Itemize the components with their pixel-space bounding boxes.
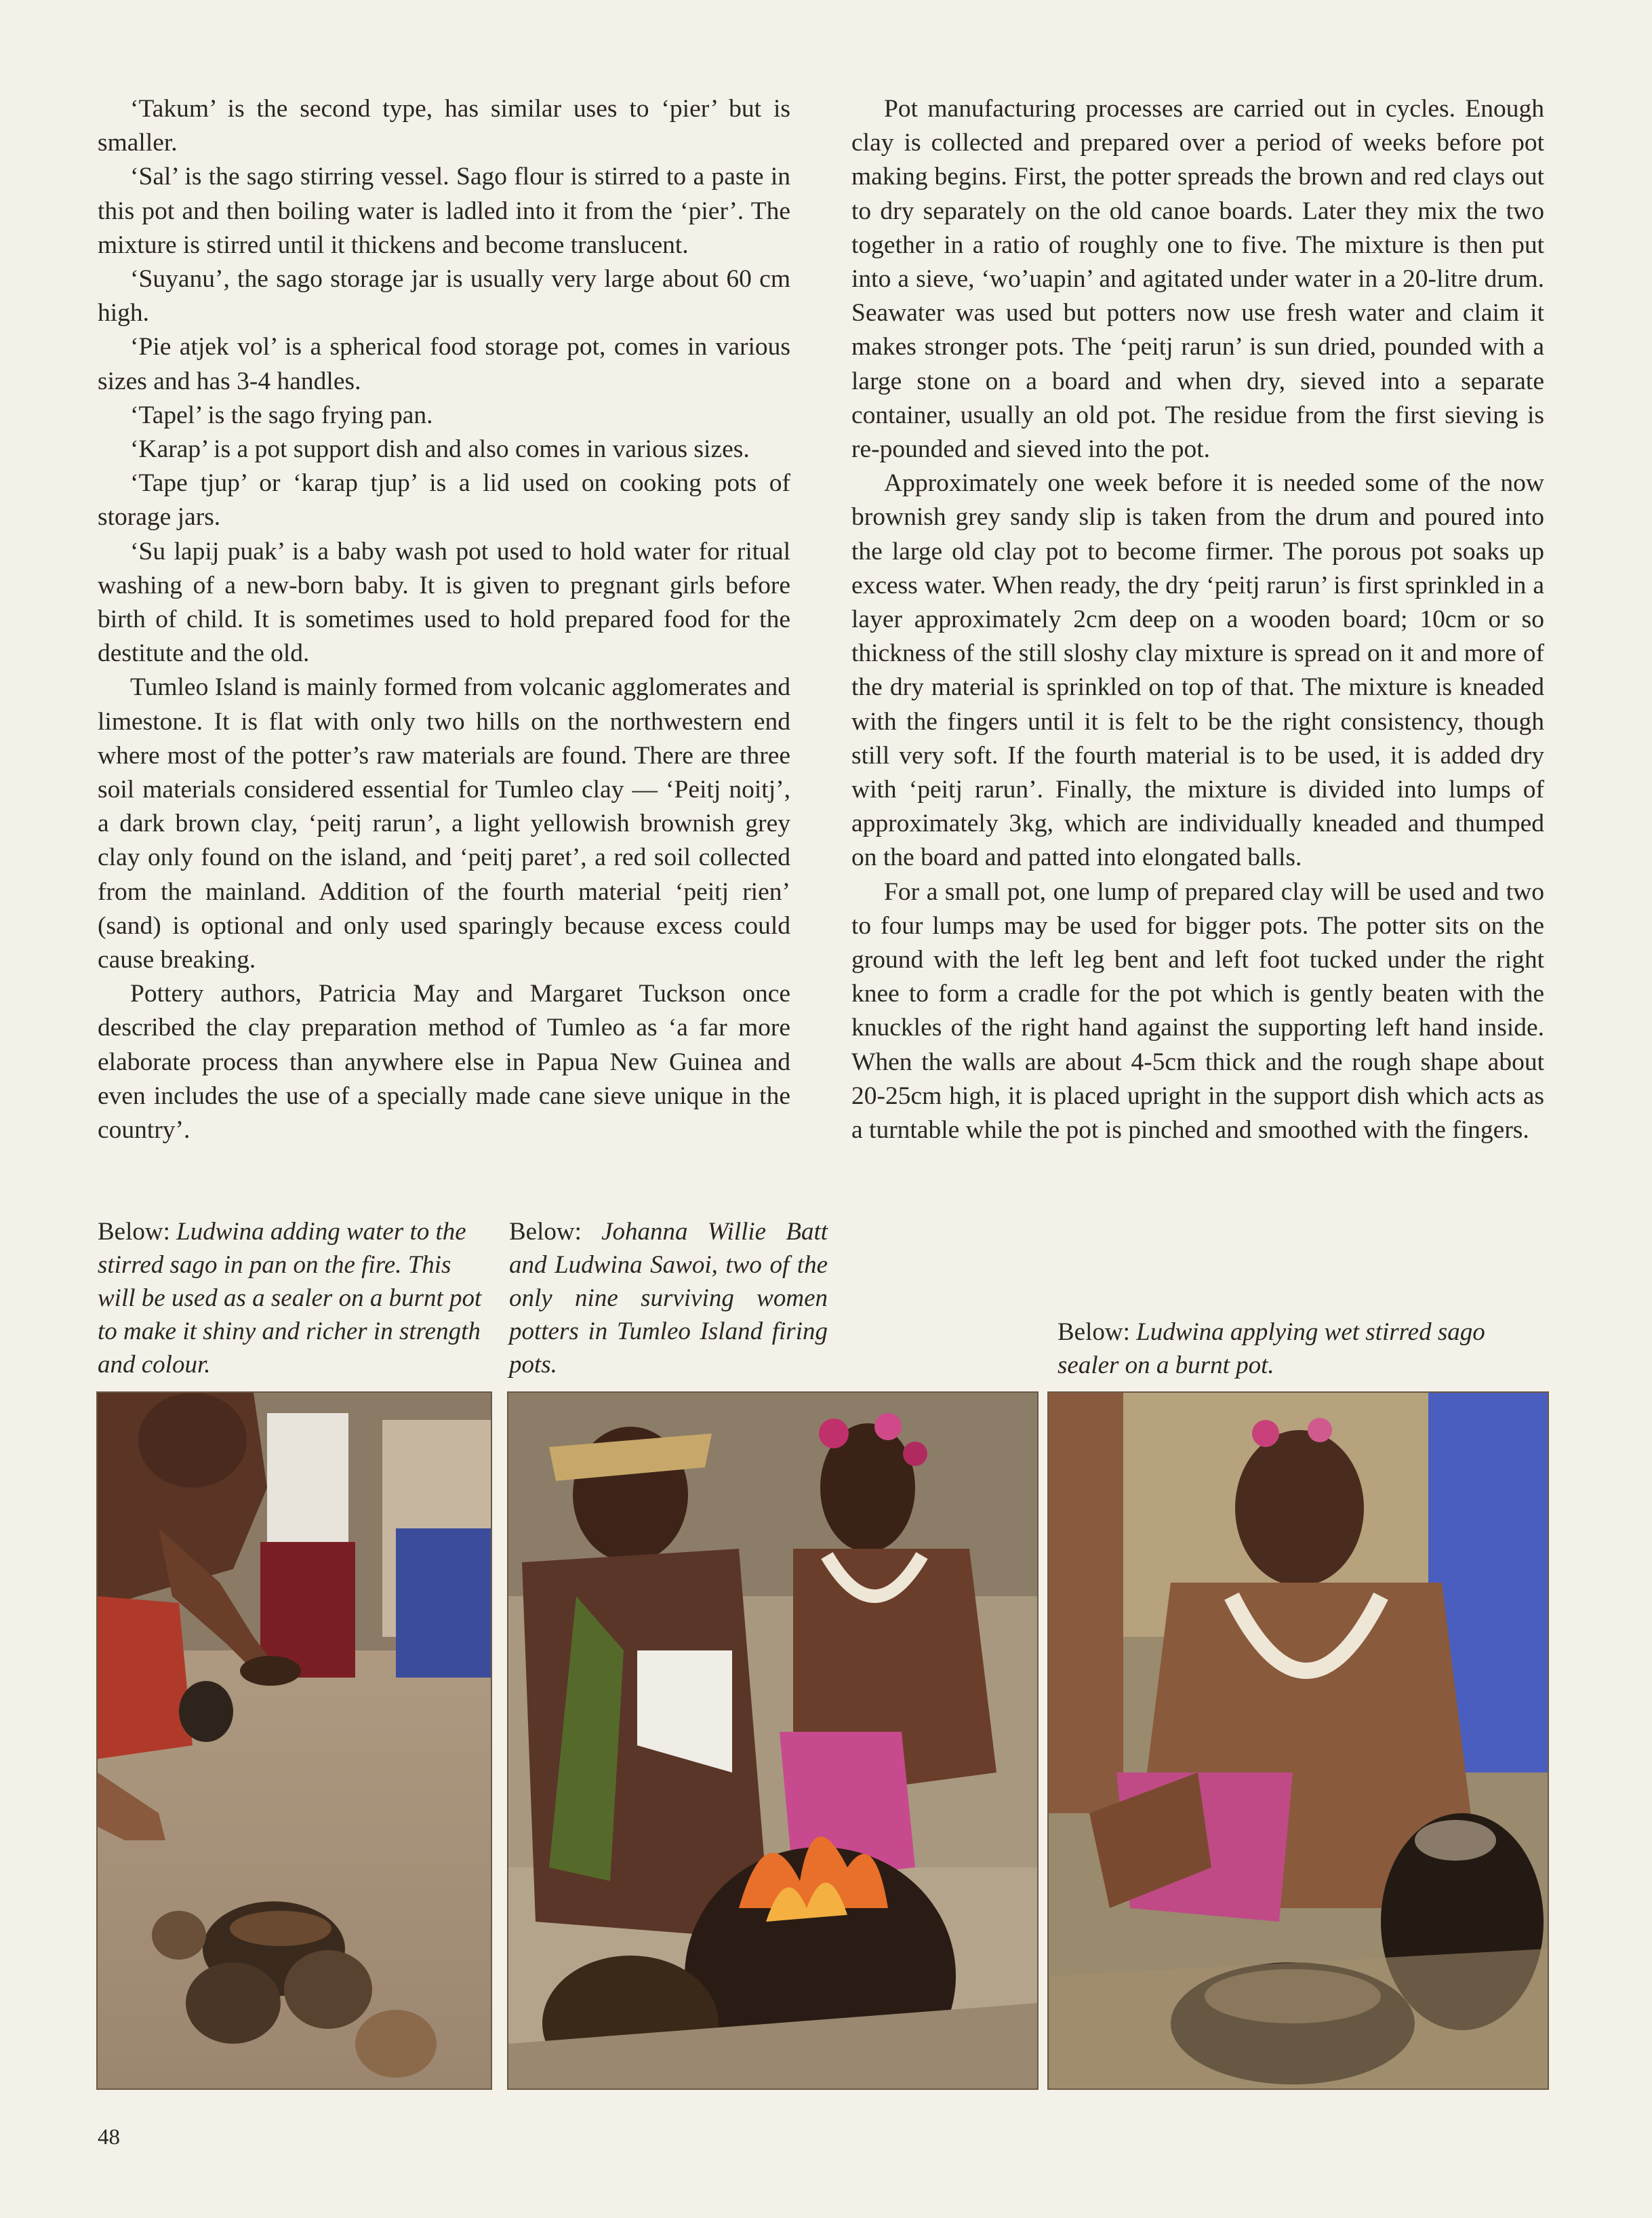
caption-lead: Below: bbox=[509, 1218, 582, 1246]
photo-caption-2 bbox=[509, 1215, 828, 1381]
paragraph: ‘Tape tjup’ or ‘karap tjup’ is a lid used on cooking pots of storage jars. bbox=[98, 469, 790, 532]
paragraph: Pottery authors, Patricia May and Margaret Tuckson once described the clay preparation method of Tumleo as ‘a far more elaborate process than anywhere else in Papua New Guinea and even includes the use of a specially made cane sieve unique in the country’. bbox=[98, 980, 790, 1145]
photo-caption-1 bbox=[98, 1215, 485, 1381]
paragraph: ‘Karap’ is a pot support dish and also comes in various sizes. bbox=[130, 435, 750, 464]
paragraph: ‘Tapel’ is the sago frying pan. bbox=[130, 401, 433, 429]
photo-women-firing-pots bbox=[507, 1391, 1039, 2090]
photo-applying-sago-sealer bbox=[1047, 1391, 1549, 2090]
paragraph: For a small pot, one lump of prepared clay will be used and two to four lumps may be used for bigger pots. The potter sits on the ground with the left leg bent and left foot tucked under the right knee to form a cradle for the pot which is gently beaten with the knuckles of the right hand against the supporting left hand inside. When the walls are about 4-5cm thick and the rough shape about 20-25cm high, it is placed upright in the support dish which acts as a turntable while the pot is pinched and smoothed with the fingers. bbox=[851, 877, 1544, 1145]
paragraph: ‘Su lapij puak’ is a baby wash pot used to hold water for ritual washing of a new-born baby. It is given to pregnant girls before birth of child. It is sometimes used to hold prepared food for the destitute and the old. bbox=[98, 537, 790, 668]
paragraph: Tumleo Island is mainly formed from volcanic agglomerates and limestone. It is flat with only two hills on the northwestern end where most of the potter’s raw materials are found. There are three soil materials considered essential for Tumleo clay — ‘Peitj noitj’, a dark brown clay, ‘peitj rarun’, a light yellowish brownish grey clay only found on the island, and ‘peitj paret’, a red soil collected from the mainland. Addition of the fourth material ‘peitj rien’ (sand) is optional and only used sparingly because excess could cause breaking. bbox=[98, 673, 790, 974]
caption-text: Ludwina adding water to the stirred sago in pan on the fire. This will be used as a sealer on a burnt pot to make it shiny and richer in strength and colour. bbox=[98, 1218, 482, 1379]
caption-lead: Below: bbox=[1057, 1318, 1130, 1346]
left-text-column bbox=[98, 92, 790, 1147]
paragraph: Pot manufacturing processes are carried out in cycles. Enough clay is collected and prepared over a period of weeks before pot making begins. First, the potter spreads the brown and red clays out to dry separately on the old canoe boards. Later they mix the two together in a ratio of roughly one to five. The mixture is then put into a sieve, ‘wo’uapin’ and agitated under water in a 20-litre drum. Seawater was used but potters now use fresh water and claim it makes stronger pots. The ‘peitj rarun’ is sun dried, pounded with a large stone on a board and when dry, sieved into a separate container, usually an old pot. The residue from the first sieving is re-pounded and sieved into the pot. bbox=[851, 95, 1544, 464]
caption-text: Johanna Willie Batt and Ludwina Sawoi, two of the only nine surviving women potters in Tumleo Island firing pots. bbox=[509, 1218, 828, 1379]
photo-sago-pan-on-fire bbox=[96, 1391, 492, 2090]
paragraph: ‘Sal’ is the sago stirring vessel. Sago flour is stirred to a paste in this pot and then boiling water is ladled into it from the ‘pier’. The mixture is stirred until it thickens and become translucent. bbox=[98, 163, 790, 259]
photo-caption-3 bbox=[1057, 1315, 1532, 1382]
paragraph: ‘Suyanu’, the sago storage jar is usually very large about 60 cm high. bbox=[98, 265, 790, 328]
caption-lead: Below: bbox=[98, 1218, 170, 1246]
right-text-column bbox=[851, 92, 1544, 1147]
paragraph: ‘Takum’ is the second type, has similar uses to ‘pier’ but is smaller. bbox=[98, 95, 790, 157]
caption-text: Ludwina applying wet stirred sago sealer on a burnt pot. bbox=[1057, 1318, 1485, 1379]
paragraph: ‘Pie atjek vol’ is a spherical food storage pot, comes in various sizes and has 3-4 handles. bbox=[98, 333, 790, 395]
page-number: 48 bbox=[98, 2125, 120, 2150]
paragraph: Approximately one week before it is needed some of the now brownish grey sandy slip is taken from the drum and poured into the large old clay pot to become firmer. The porous pot soaks up excess water. When ready, the dry ‘peitj rarun’ is first sprinkled in a layer approximately 2cm deep on a wooden board; 10cm or so thickness of the still sloshy clay mixture is spread on it and more of the dry material is sprinkled on top of that. The mixture is kneaded with the fingers until it is felt to be the right consistency, though still very soft. If the fourth material is to be used, it is added dry with ‘peitj rarun’. Finally, the mixture is divided into lumps of approximately 3kg, which are individually kneaded and thumped on the board and patted into elongated balls. bbox=[851, 469, 1544, 872]
